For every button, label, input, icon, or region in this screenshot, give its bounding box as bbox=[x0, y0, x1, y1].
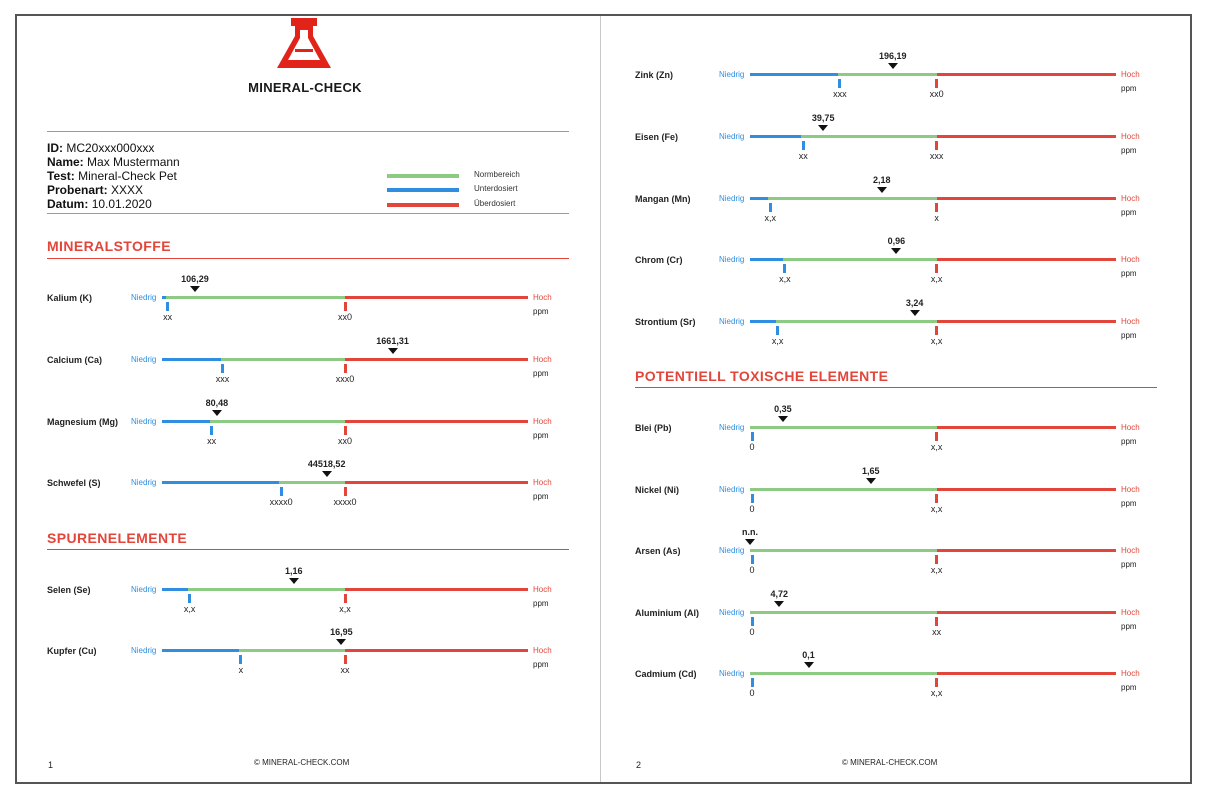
unit-label: ppm bbox=[1121, 622, 1137, 631]
scale-high-label: Hoch bbox=[533, 478, 552, 487]
element-label: Blei (Pb) bbox=[635, 423, 672, 433]
range-over-bar bbox=[345, 296, 528, 299]
legend-under-swatch bbox=[387, 188, 459, 192]
range-normal-bar bbox=[188, 588, 345, 591]
range-normal-bar bbox=[750, 488, 937, 491]
element-row-blei bbox=[635, 404, 1155, 464]
range-normal-bar bbox=[838, 73, 937, 76]
max-threshold-label: xx bbox=[932, 627, 942, 637]
range-normal-bar bbox=[750, 426, 937, 429]
scale-low-label: Niedrig bbox=[719, 317, 745, 326]
range-normal-bar bbox=[783, 258, 937, 261]
footer-copyright-2: © MINERAL-CHECK.COM bbox=[842, 758, 938, 767]
meta-test-label: Test: bbox=[47, 169, 75, 183]
measured-value: 106,29 bbox=[181, 274, 209, 284]
scale-low-label: Niedrig bbox=[719, 423, 745, 432]
value-marker-icon bbox=[336, 639, 346, 645]
unit-label: ppm bbox=[1121, 683, 1137, 692]
min-threshold-label: xx bbox=[207, 436, 217, 446]
page-divider bbox=[600, 16, 601, 782]
range-under-bar bbox=[162, 358, 221, 361]
max-threshold-tick bbox=[935, 326, 938, 335]
range-normal-bar bbox=[166, 296, 345, 299]
page-number-2: 2 bbox=[636, 760, 642, 770]
unit-label: ppm bbox=[1121, 437, 1137, 446]
min-threshold-tick bbox=[769, 203, 772, 212]
header-rule-bottom bbox=[47, 213, 569, 214]
element-label: Strontium (Sr) bbox=[635, 317, 696, 327]
element-label: Arsen (As) bbox=[635, 546, 681, 556]
measured-value: 1,65 bbox=[862, 466, 880, 476]
element-row-arsen bbox=[635, 527, 1155, 587]
measured-value: 44518,52 bbox=[307, 459, 346, 469]
range-normal-bar bbox=[801, 135, 936, 138]
value-marker-icon bbox=[322, 471, 332, 477]
scale-high-label: Hoch bbox=[1121, 194, 1140, 203]
range-normal-bar bbox=[221, 358, 345, 361]
measured-value: n.n. bbox=[742, 527, 758, 537]
max-threshold-label: x,x bbox=[930, 336, 943, 346]
min-threshold-label: xxxx0 bbox=[269, 497, 293, 507]
element-label: Cadmium (Cd) bbox=[635, 669, 697, 679]
measured-value: 3,24 bbox=[905, 298, 924, 308]
max-threshold-label: xx bbox=[340, 665, 350, 675]
min-threshold-tick bbox=[838, 79, 841, 88]
element-label: Selen (Se) bbox=[47, 585, 91, 595]
max-threshold-label: x,x bbox=[930, 442, 943, 452]
range-under-bar bbox=[750, 135, 801, 138]
element-label: Chrom (Cr) bbox=[635, 255, 683, 265]
max-threshold-tick bbox=[344, 364, 347, 373]
element-row-kalium bbox=[47, 274, 567, 334]
scale-high-label: Hoch bbox=[1121, 669, 1140, 678]
max-threshold-label: x,x bbox=[339, 604, 351, 614]
measured-value: 4,72 bbox=[770, 589, 789, 599]
value-marker-icon bbox=[212, 410, 222, 416]
min-threshold-label: x,x bbox=[183, 604, 196, 614]
value-marker-icon bbox=[289, 578, 299, 584]
max-threshold-tick bbox=[935, 203, 938, 212]
scale-high-label: Hoch bbox=[1121, 317, 1140, 326]
element-row-mangan bbox=[635, 175, 1155, 235]
min-threshold-label: x,x bbox=[779, 274, 791, 284]
range-over-bar bbox=[345, 420, 528, 423]
max-threshold-tick bbox=[935, 555, 938, 564]
min-threshold-tick bbox=[751, 617, 754, 626]
max-threshold-label: xxxx0 bbox=[333, 497, 357, 507]
measured-value: 16,95 bbox=[330, 627, 353, 637]
legend-under-label: Unterdosiert bbox=[474, 184, 518, 193]
max-threshold-label: xxx bbox=[929, 151, 944, 161]
range-over-bar bbox=[937, 426, 1116, 429]
scale-high-label: Hoch bbox=[533, 355, 552, 364]
scale-low-label: Niedrig bbox=[131, 646, 157, 655]
value-marker-icon bbox=[877, 187, 887, 193]
range-over-bar bbox=[345, 481, 528, 484]
unit-label: ppm bbox=[1121, 560, 1137, 569]
max-threshold-label: xx0 bbox=[337, 312, 352, 322]
measured-value: 1,16 bbox=[284, 566, 303, 576]
range-under-bar bbox=[162, 481, 279, 484]
value-marker-icon bbox=[818, 125, 828, 131]
meta-probenart bbox=[47, 183, 143, 197]
scale-low-label: Niedrig bbox=[131, 585, 157, 594]
range-over-bar bbox=[937, 73, 1116, 76]
legend-over-swatch bbox=[387, 203, 459, 207]
max-threshold-tick bbox=[935, 432, 938, 441]
min-threshold-label: 0 bbox=[749, 627, 755, 637]
section-title-toxisch: POTENTIELL TOXISCHE ELEMENTE bbox=[635, 368, 889, 384]
range-normal-bar bbox=[750, 672, 937, 675]
legend-over-label: Überdosiert bbox=[474, 199, 516, 208]
scale-low-label: Niedrig bbox=[719, 132, 745, 141]
meta-datum-value: 10.01.2020 bbox=[91, 197, 152, 211]
scale-low-label: Niedrig bbox=[719, 608, 745, 617]
max-threshold-tick bbox=[344, 487, 347, 496]
max-threshold-label: x bbox=[934, 213, 939, 223]
range-normal-bar bbox=[239, 649, 345, 652]
max-threshold-tick bbox=[935, 79, 938, 88]
element-row-magnesium bbox=[47, 398, 567, 458]
max-threshold-tick bbox=[935, 617, 938, 626]
meta-name bbox=[47, 155, 180, 169]
section-title-spurenelemente: SPURENELEMENTE bbox=[47, 530, 188, 546]
range-under-bar bbox=[162, 649, 239, 652]
max-threshold-tick bbox=[344, 655, 347, 664]
scale-high-label: Hoch bbox=[1121, 485, 1140, 494]
min-threshold-label: 0 bbox=[749, 688, 755, 698]
value-marker-icon bbox=[804, 662, 814, 668]
meta-id bbox=[47, 141, 154, 155]
unit-label: ppm bbox=[1121, 499, 1137, 508]
range-under-bar bbox=[162, 588, 188, 591]
element-label: Schwefel (S) bbox=[47, 478, 101, 488]
range-over-bar bbox=[345, 358, 528, 361]
unit-label: ppm bbox=[533, 369, 549, 378]
unit-label: ppm bbox=[533, 492, 549, 501]
scale-high-label: Hoch bbox=[1121, 546, 1140, 555]
range-over-bar bbox=[937, 258, 1116, 261]
min-threshold-label: x,x bbox=[764, 213, 777, 223]
max-threshold-label: x,x bbox=[930, 274, 943, 284]
min-threshold-label: x bbox=[238, 665, 244, 675]
value-marker-icon bbox=[774, 601, 784, 607]
value-marker-icon bbox=[388, 348, 398, 354]
measured-value: 2,18 bbox=[872, 175, 891, 185]
range-under-bar bbox=[750, 258, 783, 261]
scale-high-label: Hoch bbox=[1121, 608, 1140, 617]
max-threshold-tick bbox=[935, 494, 938, 503]
range-normal-bar bbox=[768, 197, 936, 200]
unit-label: ppm bbox=[1121, 84, 1137, 93]
element-row-nickel bbox=[635, 466, 1155, 526]
meta-probe-label: Probenart: bbox=[47, 183, 108, 197]
min-threshold-label: xx bbox=[163, 312, 173, 322]
range-over-bar bbox=[345, 588, 528, 591]
min-threshold-label: xxx bbox=[833, 89, 847, 99]
range-normal-bar bbox=[279, 481, 345, 484]
element-row-aluminium bbox=[635, 589, 1155, 649]
meta-test-value: Mineral-Check Pet bbox=[78, 169, 177, 183]
section-rule-spurenelemente bbox=[47, 549, 569, 550]
element-row-selen bbox=[47, 566, 567, 626]
range-normal-bar bbox=[210, 420, 345, 423]
scale-low-label: Niedrig bbox=[719, 255, 745, 264]
max-threshold-label: x,x bbox=[930, 565, 943, 575]
max-threshold-tick bbox=[344, 594, 347, 603]
element-label: Aluminium (Al) bbox=[635, 608, 699, 618]
element-label: Nickel (Ni) bbox=[635, 485, 680, 495]
max-threshold-tick bbox=[344, 302, 347, 311]
scale-high-label: Hoch bbox=[1121, 423, 1140, 432]
measured-value: 39,75 bbox=[811, 113, 835, 123]
header-rule-top bbox=[47, 131, 569, 132]
max-threshold-tick bbox=[935, 141, 938, 150]
section-rule-toxisch bbox=[635, 387, 1157, 388]
min-threshold-tick bbox=[280, 487, 283, 496]
unit-label: ppm bbox=[1121, 331, 1137, 340]
scale-high-label: Hoch bbox=[533, 293, 552, 302]
max-threshold-label: x,x bbox=[930, 688, 943, 698]
element-label: Zink (Zn) bbox=[635, 70, 673, 80]
legend-normal-swatch bbox=[387, 174, 459, 178]
element-label: Calcium (Ca) bbox=[47, 355, 103, 365]
scale-low-label: Niedrig bbox=[131, 478, 157, 487]
max-threshold-label: xxx0 bbox=[335, 374, 355, 384]
unit-label: ppm bbox=[1121, 208, 1137, 217]
element-row-kupfer bbox=[47, 627, 567, 687]
unit-label: ppm bbox=[533, 660, 549, 669]
min-threshold-tick bbox=[188, 594, 191, 603]
range-under-bar bbox=[750, 320, 776, 323]
element-label: Eisen (Fe) bbox=[635, 132, 679, 142]
scale-high-label: Hoch bbox=[1121, 132, 1140, 141]
element-row-chrom bbox=[635, 236, 1155, 296]
min-threshold-tick bbox=[751, 494, 754, 503]
max-threshold-tick bbox=[344, 426, 347, 435]
max-threshold-tick bbox=[935, 264, 938, 273]
brand-name: MINERAL-CHECK bbox=[248, 80, 362, 95]
flask-logo-icon bbox=[275, 16, 333, 72]
scale-low-label: Niedrig bbox=[719, 546, 745, 555]
min-threshold-tick bbox=[210, 426, 213, 435]
element-row-calcium bbox=[47, 336, 567, 396]
element-row-eisen bbox=[635, 113, 1155, 173]
unit-label: ppm bbox=[1121, 269, 1137, 278]
range-over-bar bbox=[937, 549, 1116, 552]
unit-label: ppm bbox=[533, 599, 549, 608]
meta-id-value: MC20xxx000xxx bbox=[66, 141, 155, 155]
value-marker-icon bbox=[190, 286, 200, 292]
element-label: Mangan (Mn) bbox=[635, 194, 691, 204]
range-over-bar bbox=[937, 135, 1116, 138]
scale-low-label: Niedrig bbox=[131, 293, 157, 302]
min-threshold-label: 0 bbox=[749, 504, 755, 514]
legend-normal-label: Normbereich bbox=[474, 170, 520, 179]
range-over-bar bbox=[937, 672, 1116, 675]
meta-id-label: ID: bbox=[47, 141, 63, 155]
range-normal-bar bbox=[750, 611, 937, 614]
meta-probe-value: XXXX bbox=[111, 183, 144, 197]
range-over-bar bbox=[345, 649, 528, 652]
footer-copyright-1: © MINERAL-CHECK.COM bbox=[254, 758, 350, 767]
scale-high-label: Hoch bbox=[1121, 70, 1140, 79]
scale-low-label: Niedrig bbox=[719, 669, 745, 678]
value-marker-icon bbox=[866, 478, 876, 484]
measured-value: 0,1 bbox=[802, 650, 815, 660]
element-row-strontium bbox=[635, 298, 1155, 358]
min-threshold-tick bbox=[221, 364, 224, 373]
element-label: Kupfer (Cu) bbox=[47, 646, 97, 656]
min-threshold-tick bbox=[239, 655, 242, 664]
element-row-cadmium bbox=[635, 650, 1155, 710]
scale-high-label: Hoch bbox=[533, 417, 552, 426]
meta-name-label: Name: bbox=[47, 155, 84, 169]
element-row-schwefel bbox=[47, 459, 567, 519]
max-threshold-label: xx0 bbox=[929, 89, 944, 99]
scale-high-label: Hoch bbox=[533, 646, 552, 655]
min-threshold-tick bbox=[751, 678, 754, 687]
min-threshold-tick bbox=[751, 555, 754, 564]
min-threshold-label: 0 bbox=[749, 565, 755, 575]
value-marker-icon bbox=[778, 416, 788, 422]
unit-label: ppm bbox=[533, 307, 549, 316]
max-threshold-label: x,x bbox=[930, 504, 943, 514]
value-marker-icon bbox=[745, 539, 755, 545]
min-threshold-tick bbox=[751, 432, 754, 441]
max-threshold-label: xx0 bbox=[337, 436, 352, 446]
range-under-bar bbox=[750, 73, 838, 76]
unit-label: ppm bbox=[533, 431, 549, 440]
page-number-1: 1 bbox=[48, 760, 54, 770]
element-label: Kalium (K) bbox=[47, 293, 92, 303]
meta-datum-label: Datum: bbox=[47, 197, 89, 211]
max-threshold-tick bbox=[935, 678, 938, 687]
section-rule-mineralstoffe bbox=[47, 258, 569, 259]
min-threshold-label: xx bbox=[798, 151, 808, 161]
measured-value: 0,96 bbox=[887, 236, 906, 246]
range-under-bar bbox=[162, 420, 210, 423]
range-over-bar bbox=[937, 197, 1116, 200]
range-normal-bar bbox=[750, 549, 937, 552]
scale-low-label: Niedrig bbox=[719, 194, 745, 203]
measured-value: 196,19 bbox=[878, 51, 907, 61]
meta-datum bbox=[47, 197, 152, 211]
min-threshold-tick bbox=[776, 326, 779, 335]
min-threshold-tick bbox=[783, 264, 786, 273]
value-marker-icon bbox=[888, 63, 898, 69]
scale-low-label: Niedrig bbox=[131, 417, 157, 426]
scale-high-label: Hoch bbox=[533, 585, 552, 594]
scale-low-label: Niedrig bbox=[131, 355, 157, 364]
meta-name-value: Max Mustermann bbox=[87, 155, 180, 169]
scale-low-label: Niedrig bbox=[719, 485, 745, 494]
range-normal-bar bbox=[776, 320, 937, 323]
value-marker-icon bbox=[910, 310, 920, 316]
min-threshold-label: x,x bbox=[771, 336, 784, 346]
range-over-bar bbox=[937, 611, 1116, 614]
unit-label: ppm bbox=[1121, 146, 1137, 155]
range-over-bar bbox=[937, 320, 1116, 323]
element-row-zink bbox=[635, 51, 1155, 111]
min-threshold-label: 0 bbox=[749, 442, 755, 452]
min-threshold-tick bbox=[802, 141, 805, 150]
meta-test bbox=[47, 169, 177, 183]
scale-high-label: Hoch bbox=[1121, 255, 1140, 264]
range-over-bar bbox=[937, 488, 1116, 491]
element-label: Magnesium (Mg) bbox=[47, 417, 118, 427]
measured-value: 0,35 bbox=[774, 404, 792, 414]
min-threshold-label: xxx bbox=[215, 374, 230, 384]
min-threshold-tick bbox=[166, 302, 169, 311]
measured-value: 80,48 bbox=[205, 398, 229, 408]
scale-low-label: Niedrig bbox=[719, 70, 745, 79]
value-marker-icon bbox=[891, 248, 901, 254]
section-title-mineralstoffe: MINERALSTOFFE bbox=[47, 238, 171, 254]
measured-value: 1661,31 bbox=[376, 336, 409, 346]
range-under-bar bbox=[750, 197, 768, 200]
